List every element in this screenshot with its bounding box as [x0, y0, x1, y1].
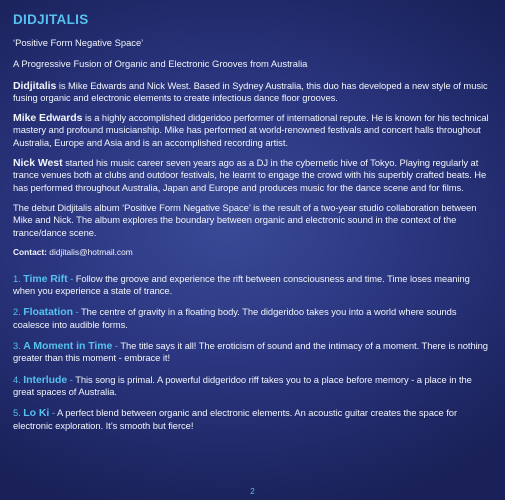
track-separator: -: [112, 340, 121, 352]
page-title: DIDJITALIS: [13, 12, 89, 27]
album-tagline: ‘Positive Form Negative Space’: [13, 37, 144, 48]
paragraph-text: started his music career seven years ago as a DJ in the cybernetic hive of Tokyo. Playing regularly at trance venues both at clubs and outdoor festivals, he learnt to engage the crowd with his superbly crafted beats. He has performed throughout Australia, Japan and Europe and produces music for the dance scene and for films.: [13, 157, 487, 193]
subtitle: A Progressive Fusion of Organic and Electronic Grooves from Australia: [13, 58, 308, 70]
paragraph-text: The debut Didjitalis album ‘Positive Form Negative Space’ is the result of a two-year studio collaboration between Mike and Nick. The album explores the boundary between organic and electronic sound in the context of the trance/dance scene.: [13, 201, 477, 238]
paragraph-lead: Nick West: [13, 157, 63, 170]
track-number: 1.: [13, 272, 24, 284]
track-description: The title says it all! The eroticism of sound and the intimacy of a moment. There is nothing greater than this moment - embrace it!: [13, 340, 488, 364]
track-number: 5.: [13, 407, 24, 419]
track-separator: -: [49, 407, 57, 419]
track-separator: -: [67, 272, 76, 284]
track-number: 4.: [13, 373, 24, 385]
paragraph-lead: Didjitalis: [13, 79, 57, 92]
track-name: A Moment in Time: [23, 340, 113, 353]
page-number: 2: [250, 487, 255, 496]
paragraph-lead: Mike Edwards: [13, 112, 83, 125]
bio-paragraph-mike-edwards: [13, 112, 491, 149]
paragraph-text: is a highly accomplished didgeridoo performer of international repute. He is known for his technical mastery and profound musicianship. Mike has performed at world-renowned festivals and concert halls throughout Australia, Europe and Asia and is an accomplished recording artist.: [13, 112, 489, 148]
paragraph-text: is Mike Edwards and Nick West. Based in Sydney Australia, this duo has developed a new style of music fusing organic and electronic elements to create infectious dance floor grooves.: [13, 79, 488, 103]
bio-paragraph-nick-west: [13, 157, 491, 194]
track-name: Lo Ki: [23, 407, 50, 420]
track-item: [13, 374, 491, 399]
track-description: This song is primal. A powerful didgeridoo riff takes you to a place before memory - a place in the great spaces of Australia.: [13, 373, 472, 397]
track-name: Interlude: [23, 373, 68, 386]
track-number: 2.: [13, 306, 24, 318]
track-name: Time Rift: [23, 272, 68, 285]
track-description: The centre of gravity in a floating body. The didgeridoo takes you into a world where sounds coalesce into audible forms.: [13, 306, 457, 330]
track-name: Floatation: [23, 306, 73, 319]
track-separator: -: [72, 306, 81, 318]
track-item: [13, 340, 491, 365]
contact-email: didjitalis@hotmail.com: [46, 246, 133, 257]
track-item: [13, 273, 491, 298]
track-item: [13, 306, 491, 331]
track-description: A perfect blend between organic and electronic elements. An acoustic guitar creates the space for electronic exploration. It’s smooth but fierce!: [13, 407, 458, 431]
track-description: Follow the groove and experience the rift between consciousness and time. Time loses meaning when you experience a state of trance.: [13, 272, 470, 297]
track-separator: -: [67, 373, 76, 385]
bio-paragraph-didjitalis: [13, 80, 491, 105]
track-item: [13, 407, 491, 432]
album-paragraph: [13, 202, 491, 239]
contact-line: [13, 247, 491, 257]
track-number: 3.: [13, 340, 24, 352]
contact-label: Contact:: [13, 246, 47, 257]
